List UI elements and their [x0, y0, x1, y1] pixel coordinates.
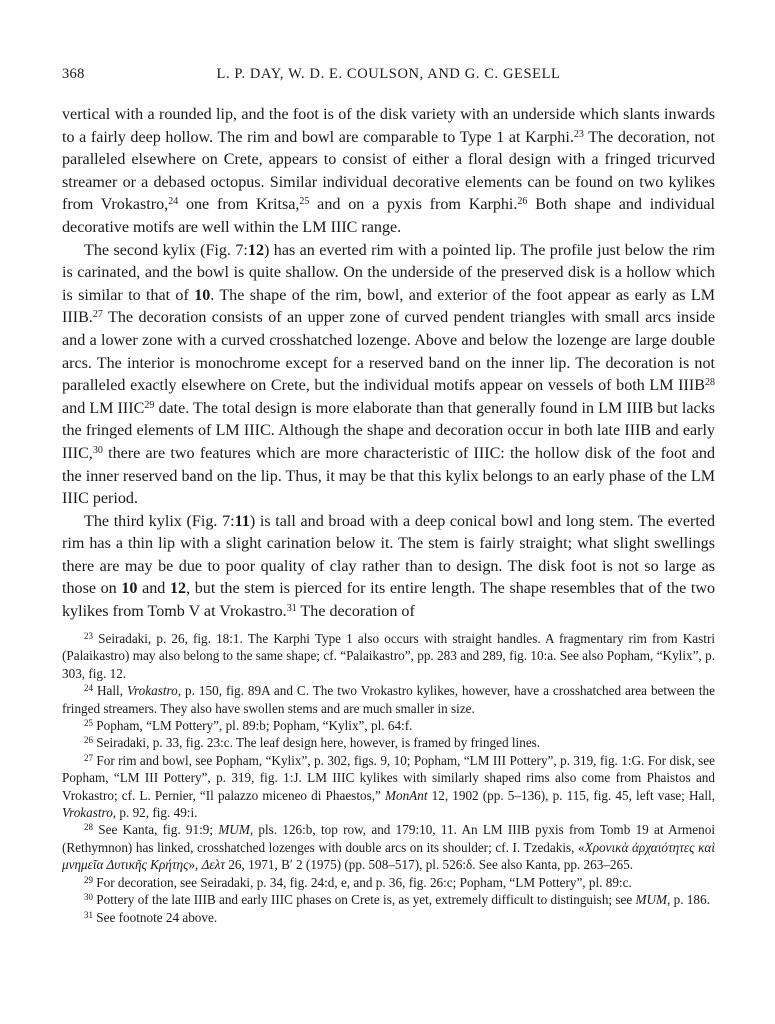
footnote-ref[interactable]: 31: [286, 603, 297, 615]
footnote-number: 29: [84, 874, 93, 885]
text-run: The decoration, not paralleled elsewhere on Crete, appears to consist of either a floral design with a fringed tricurved streamer or a debased octopus. Similar individual decorative elements can be found on two kylikes from Vrokastro,: [62, 128, 716, 214]
footnote-number: 30: [84, 892, 93, 903]
footnote-text: , p. 92, fig. 49:i.: [112, 805, 198, 821]
page-number: 368: [62, 66, 85, 82]
paragraph-1: [62, 104, 715, 240]
footnote-number: 23: [84, 631, 93, 641]
italic-title: MUM: [218, 822, 250, 838]
footnote-number: 24: [84, 683, 93, 694]
text-run: ) is tall and broad with a deep conical bowl and long stem. The everted rim has a thin lip with a slight carination below it. The stem is fairly straight; what slight swellings there are may be due to poor quality of clay rather than to design. The disk foot is not so large as those on: [62, 512, 715, 598]
footnote-26: [62, 734, 715, 751]
text-run: Both shape and individual decorative motifs are well within the LM IIIC range.: [62, 196, 715, 236]
footnote-number: 28: [84, 822, 93, 833]
footnote-25: [62, 717, 715, 734]
text-run: and: [137, 580, 170, 598]
figure-number: 10: [121, 580, 138, 598]
italic-title: Χρονικὰ ἀρχαιότητες καὶ μνημεῖα Δυτικῆς Κρήτης: [62, 839, 715, 873]
text-run: one from Kritsa,: [178, 196, 300, 214]
text-run: The decoration of: [296, 603, 415, 621]
text-run: date. The total design is more elaborate than that generally found in LM IIIB but lacks the fringed elements of LM IIIC. Although the shape and decoration occur in both late IIIB and early IIIC,: [62, 399, 715, 462]
footnote-text: For rim and bowl, see Popham, “Kylix”, p. 302, figs. 9, 10; Popham, “LM III Pottery”, p. 319, fig. 1:G. For disk, see Popham, “LM III Pottery”, p. 319, fig. 1:J. LM IIIC kylikes with similarly shaped rims also come from Phaistos and Vrokastro; cf. L. Pernier, “Il palazzo miceneo di Phaestos,”: [62, 752, 715, 803]
text-run: and LM IIIC: [62, 399, 145, 417]
italic-title: Vrokastro: [62, 805, 113, 821]
main-text: [62, 104, 715, 624]
footnote-text: 26, 1971, Bʹ 2 (1975) (pp. 508–517), pl. 526:δ. See also Kanta, pp. 263–265.: [225, 857, 633, 873]
footnote-ref[interactable]: 26: [517, 196, 528, 208]
footnote-30: [62, 891, 715, 908]
text-run: The third kylix (Fig. 7:: [84, 512, 235, 530]
italic-title: Vrokastro: [126, 683, 178, 699]
footnote-text: , p. 186.: [667, 892, 710, 908]
footnote-number: 26: [84, 735, 93, 746]
footnote-ref[interactable]: 29: [144, 399, 155, 411]
text-run: ) has an everted rim with a pointed lip. The profile just below the rim is carinated, and the bowl is quite shallow. On the underside of the preserved disk is a hollow which is similar to that of: [62, 241, 715, 304]
text-run: The second kylix (Fig. 7:: [84, 241, 248, 259]
footnote-ref[interactable]: 30: [92, 444, 103, 456]
footnote-31: [62, 909, 715, 926]
footnote-text: Pottery of the late IIIB and early IIIC phases on Crete is, as yet, extremely difficult to distinguish; see: [93, 892, 636, 908]
paragraph-2: [62, 240, 715, 511]
text-run: . The shape of the rim, bowl, and exterior of the foot appear as early as LM IIIB.: [62, 286, 715, 327]
footnote-23: [62, 630, 715, 682]
footnote-text: Seiradaki, p. 26, fig. 18:1. The Karphi Type 1 also occurs with straight handles. A fragmentary rim from Kastri (Palaikastro) may also belong to the same shape; cf. “Palaikastro”, pp. 283 and 289, fig. 10:a. See also Popham, “Kylix”, p. 303, fig. 12.: [62, 631, 715, 681]
footnote-text: , p. 150, fig. 89A and C. The two Vrokastro kylikes, however, have a crosshatched area between the fringed streamers. They also have swollen stems and are much smaller in size.: [62, 683, 715, 716]
footnote-text: 12, 1902 (pp. 5–136), p. 115, fig. 45, left vase; Hall,: [427, 787, 715, 803]
text-run: , but the stem is pierced for its entire length. The shape resembles that of the two kylikes from Tomb V at Vrokastro.: [62, 580, 715, 621]
figure-number: 12: [247, 241, 264, 259]
italic-title: Δελτ: [201, 857, 226, 873]
footnote-text: »,: [188, 857, 202, 873]
footnote-text: Hall,: [93, 683, 127, 699]
footnote-number: 27: [84, 752, 93, 763]
footnote-28: [62, 821, 715, 873]
footnote-27: [62, 752, 715, 822]
footnote-text: See Kanta, fig. 91:9;: [93, 822, 219, 838]
footnote-ref[interactable]: 25: [299, 196, 310, 208]
footnote-text: See footnote 24 above.: [93, 909, 218, 925]
footnote-ref[interactable]: 27: [92, 309, 103, 321]
running-head: L. P. DAY, W. D. E. COULSON, AND G. C. GESELL: [216, 66, 561, 82]
footnote-29: [62, 874, 715, 891]
footnote-24: [62, 682, 715, 717]
text-run: vertical with a rounded lip, and the foot is of the disk variety with an underside which slants inwards to a fairly deep hollow. The rim and bowl are comparable to Type 1 at Karphi.: [62, 106, 715, 146]
footnote-text: Popham, “LM Pottery”, pl. 89:b; Popham, “Kylix”, pl. 64:f.: [93, 718, 413, 734]
text-run: there are two features which are more characteristic of IIIC: the hollow disk of the foot and the inner reserved band on the lip. Thus, it may be that this kylix belongs to an early phase of the LM IIIC period.: [62, 444, 715, 508]
footnotes: [62, 630, 715, 926]
footnote-ref[interactable]: 23: [573, 128, 584, 140]
italic-title: MUM: [635, 892, 668, 908]
italic-title: MonAnt: [385, 787, 428, 803]
footnote-ref[interactable]: 28: [705, 377, 715, 389]
footnote-text: For decoration, see Seiradaki, p. 34, fig. 24:d, e, and p. 36, fig. 26:c; Popham, “LM Pottery”, pl. 89:c.: [93, 874, 632, 890]
footnote-ref[interactable]: 24: [168, 196, 179, 208]
figure-number: 10: [194, 286, 211, 304]
footnote-text: Seiradaki, p. 33, fig. 23:c. The leaf design here, however, is framed by fringed lines.: [93, 735, 541, 751]
figure-number: 12: [169, 580, 187, 598]
footnote-number: 31: [84, 909, 93, 920]
page-header: [62, 66, 715, 86]
footnote-text: , pls. 126:b, top row, and 179:10, 11. An LM IIIB pyxis from Tomb 19 at Armenoi (Rethymnon) has linked, crosshatched lozenges with double arcs on its shoulder; cf. I. Tzedakis, «: [62, 822, 715, 855]
figure-number: 11: [234, 512, 250, 530]
text-run: and on a pyxis from Karphi.: [309, 196, 518, 214]
footnote-number: 25: [84, 718, 93, 729]
paragraph-3: [62, 511, 715, 624]
text-run: The decoration consists of an upper zone of curved pendent triangles with small arcs inside and a lower zone with a curved crosshatched lozenge. Above and below the lozenge are large double arcs. The interior is monochrome except for a reserved band on the inner lip. The decoration is not paralleled exactly elsewhere on Crete, but the individual motifs appear on vessels of both LM IIIB: [62, 309, 715, 395]
